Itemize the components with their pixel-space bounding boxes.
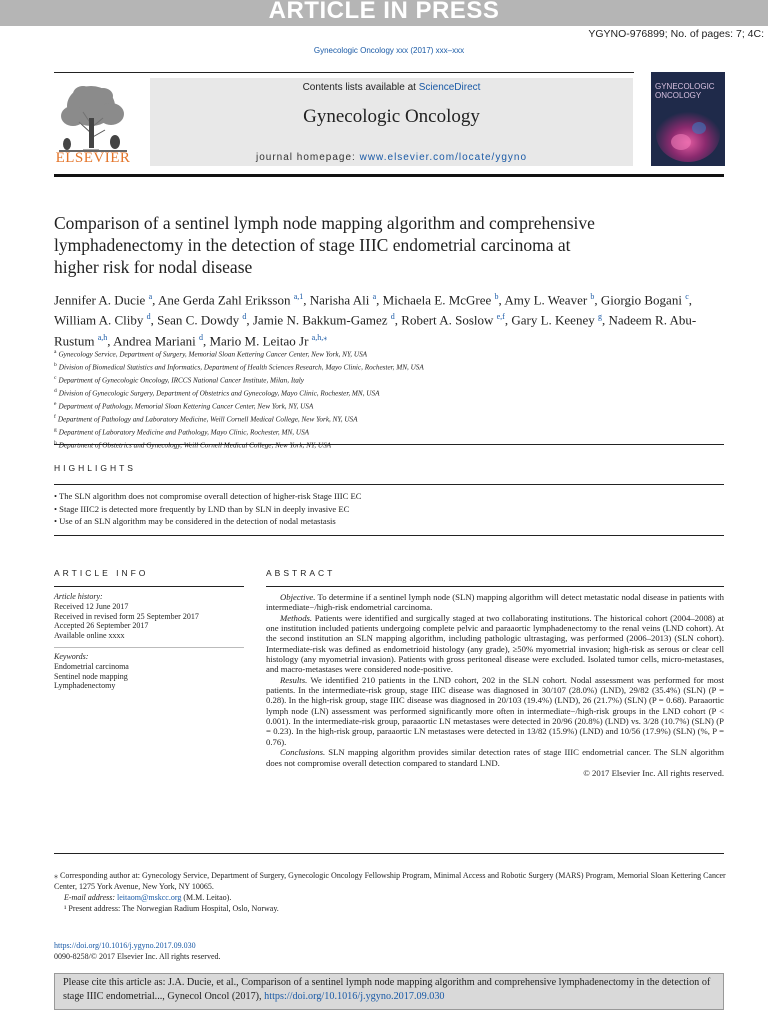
author-affiliation-marker[interactable]: d <box>146 312 151 322</box>
affiliation-key: h <box>54 439 57 446</box>
article-info-inner-rule <box>54 647 244 648</box>
history-received: Received 12 June 2017 <box>54 601 129 611</box>
author-affiliation-marker[interactable]: d <box>242 312 247 322</box>
affiliation-text: Department of Pathology, Memorial Sloan Kettering Cancer Center, New York, NY, USA <box>58 402 314 411</box>
footnotes <box>54 870 734 914</box>
journal-citation-link[interactable] <box>0 46 768 55</box>
highlights-list <box>54 490 734 528</box>
author-name[interactable]: Sean C. Dowdy <box>157 312 240 328</box>
keyword: Sentinel node mapping <box>54 671 128 681</box>
affiliation-key: f <box>54 413 56 420</box>
keywords-label: Keywords: <box>54 651 89 661</box>
objective-label: Objective. <box>280 592 316 602</box>
affiliation-key: c <box>54 374 57 381</box>
affiliation-text: Division of Gynecologic Surgery, Department of Obstetrics and Gynecology, Mayo Clinic, Rochester, MN, USA <box>58 389 380 398</box>
affiliations-divider <box>54 444 724 445</box>
article-info-rule <box>54 586 244 587</box>
author-name[interactable]: Narisha Ali <box>309 292 370 308</box>
methods-text: Patients were identified and surgically staged at two collaborating institutions. The historical cohort (2004–2008) at one institution included patients undergoing complete pelvic and paraaortic lymphadenectomy to the renal veins (LND cohort). At the second institution an SLN mapping algorithm, including pathologic ultrastaging, was performed (2006–2013) (SLN cohort). Intermediate-risk was defined as endometrioid histology (any grade), ≥50% myometrial invasion; high-risk as serous or clear cell histology (any myometrial invasion). Patients with gross peritoneal disease were excluded. Isolated tumor cells, micro-metastases, and macro-metastases were considered node-positive. <box>266 612 724 675</box>
author-name[interactable]: Robert A. Soslow <box>401 312 494 328</box>
author-affiliation-marker[interactable]: e,f <box>496 312 505 322</box>
citation-box <box>54 973 724 1010</box>
author-name[interactable]: Andrea Mariani <box>113 332 196 348</box>
objective-text: To determine if a sentinel lymph node (SLN) mapping algorithm will detect metastatic nodal disease in patients with intermediate−/high-risk endometrial carcinoma. <box>266 592 724 613</box>
affiliation-item <box>54 373 744 386</box>
affiliation-list <box>54 347 744 451</box>
email-link[interactable]: leitaom@mskcc.org <box>117 893 182 902</box>
highlight-item: • Stage IIIC2 is detected more frequently by LND than by SLN in deeply invasive EC <box>54 503 734 516</box>
abstract-rule <box>266 586 724 587</box>
highlights-top-rule <box>54 484 724 485</box>
citation-doi-link[interactable]: https://doi.org/10.1016/j.ygyno.2017.09.030 <box>264 991 445 1002</box>
author-name[interactable]: Gary L. Keeney <box>511 312 595 328</box>
contents-available <box>150 82 633 93</box>
abstract-objective <box>266 592 724 613</box>
journal-homepage <box>150 152 633 163</box>
doi-block <box>54 940 454 962</box>
article-in-press-banner <box>0 0 768 26</box>
author-affiliation-marker[interactable]: c <box>685 292 689 301</box>
abstract-results <box>266 675 724 747</box>
author-affiliation-marker[interactable]: g <box>597 312 602 322</box>
cover-title-line-2: ONCOLOGY <box>655 91 702 100</box>
author-name[interactable]: Ane Gerda Zahl Eriksson <box>157 292 291 308</box>
author-name[interactable]: Jamie N. Bakkum-Gamez <box>252 312 388 328</box>
abstract-bottom-rule <box>54 853 724 854</box>
affiliation-key: b <box>54 361 57 368</box>
present-address-note: ¹ Present address: The Norwegian Radium Hospital, Oslo, Norway. <box>64 904 279 913</box>
cover-title-line-1: GYNECOLOGIC <box>655 82 715 91</box>
conclusions-text: SLN mapping algorithm provides similar detection rates of stage IIIC endometrial cancer. The SLN algorithm does not compromise overall detection compared to standard LND. <box>266 747 724 768</box>
sciencedirect-link[interactable]: ScienceDirect <box>418 82 481 93</box>
keyword: Endometrial carcinoma <box>54 661 129 671</box>
highlight-item: • The SLN algorithm does not compromise overall detection of higher-risk Stage IIIC EC <box>54 490 734 503</box>
history-revised: Received in revised form 25 September 2017 <box>54 611 199 621</box>
history-label: Article history: <box>54 592 103 601</box>
abstract-methods <box>266 613 724 675</box>
journal-masthead <box>150 78 633 166</box>
corresponding-author-note: ⁎ Corresponding author at: Gynecology Service, Department of Surgery, Gynecologic Oncology Fellowship Program, Minimal Access and Robotic Surgery (MARS) Program, Memorial Sloan Kettering Cancer Center, 1275 York Avenue, New York, NY 10065. <box>54 871 726 891</box>
history-online: Available online xxxx <box>54 631 125 641</box>
author-name[interactable]: Michaela E. McGree <box>382 292 492 308</box>
affiliation-item <box>54 360 744 373</box>
affiliation-text: Department of Pathology and Laboratory Medicine, Weill Cornell Medical College, New York, NY, USA <box>57 415 358 424</box>
journal-citation-anchor[interactable]: Gynecologic Oncology xxx (2017) xxx–xxx <box>313 46 465 55</box>
manuscript-reference: YGYNO-976899; No. of pages: 7; 4C: <box>588 28 764 40</box>
author-affiliation-marker[interactable]: a,h,⁎ <box>311 332 328 342</box>
affiliation-item <box>54 386 744 399</box>
author-affiliation-marker[interactable]: a <box>372 292 377 301</box>
affiliation-key: e <box>54 400 57 407</box>
article-in-press-label: ARTICLE IN PRESS <box>268 0 500 24</box>
affiliation-text: Department of Obstetrics and Gynecology, Weill Cornell Medical College, New York, NY, USA <box>58 441 332 450</box>
abstract-conclusions <box>266 747 724 768</box>
author-affiliation-marker[interactable]: d <box>390 312 395 322</box>
email-note <box>54 892 734 903</box>
affiliation-item <box>54 412 744 425</box>
methods-label: Methods. <box>280 612 313 623</box>
homepage-link[interactable]: www.elsevier.com/locate/ygyno <box>359 152 528 163</box>
author-list: Jennifer A. Ducie $^a$, Ane Gerda Zahl Eriksson $^{a,1}$, Narisha Ali $^a$, Michaela E. McGree $^b$, Amy L. Weaver $^b$, Giorgio Bogani $^c$, William A. Cliby $^d$, Sean C. Dowdy $^d$, Jamie N. Bakkum-Gamez $^d$, Robert A. Soslow $^{e,f}$, Gary L. Keeney $^g$, Nadeem R. Abu-Rustum $^{a,h}$, Andrea Mariani $^d$, Mario M. Leitao Jr $^{a,h,⁎}$ <box>54 292 697 348</box>
article-info-heading: ARTICLE INFO <box>54 568 149 578</box>
keyword: Lymphadenectomy <box>54 681 116 691</box>
abstract-heading: ABSTRACT <box>266 568 336 578</box>
highlights-heading: HIGHLIGHTS <box>54 463 136 473</box>
abstract-body <box>266 592 724 778</box>
author-affiliation-marker[interactable]: b <box>494 292 499 301</box>
author-name[interactable]: Giorgio Bogani <box>600 292 682 308</box>
journal-title: Gynecologic Oncology <box>303 106 480 127</box>
affiliation-key: a <box>54 349 57 355</box>
affiliation-key: d <box>54 387 57 394</box>
masthead-bottom-rule <box>54 174 724 177</box>
author-name[interactable]: William A. Cliby <box>54 312 144 328</box>
article-title: Comparison of a sentinel lymph node mapping algorithm and comprehensive lymphadenectomy in the detection of stage IIIC endometrial carcinoma at higher risk for nodal disease <box>54 213 595 277</box>
conclusions-label: Conclusions. <box>280 747 326 758</box>
abstract-copyright: © 2017 Elsevier Inc. All rights reserved. <box>583 767 724 778</box>
author-affiliation-marker[interactable]: a,h <box>97 332 108 342</box>
history-accepted: Accepted 26 September 2017 <box>54 621 149 631</box>
highlight-item: • Use of an SLN algorithm may be considered in the detection of nodal metastasis <box>54 515 734 528</box>
elsevier-wordmark: ELSEVIER <box>55 150 131 166</box>
affiliation-item <box>54 347 744 360</box>
affiliation-key: g <box>54 426 57 433</box>
affiliation-text: Gynecology Service, Department of Surgery, Memorial Sloan Kettering Cancer Center, New York, NY, USA <box>58 350 368 359</box>
journal-cover-image <box>651 72 725 166</box>
email-label: E-mail address: <box>64 893 116 902</box>
email-suffix: (M.M. Leitao). <box>181 893 232 902</box>
author-name[interactable]: Jennifer A. Ducie <box>54 292 146 308</box>
author-affiliation-marker[interactable]: d <box>199 332 203 342</box>
highlights-bottom-rule <box>54 535 724 536</box>
masthead-top-rule <box>54 72 634 73</box>
affiliation-text: Division of Biomedical Statistics and Informatics, Department of Health Sciences Research, Mayo Clinic, Rochester, MN, USA <box>58 363 424 372</box>
author-name[interactable]: Amy L. Weaver <box>504 292 588 308</box>
affiliation-text: Department of Laboratory Medicine and Pathology, Mayo Clinic, Rochester, MN, USA <box>58 428 310 437</box>
author-affiliation-marker[interactable]: b <box>590 292 595 301</box>
citation-text: Please cite this article as: J.A. Ducie, et al., Comparison of a sentinel lymph node mapping algorithm and comprehensive lymphadenectomy in the detection of stage IIIC endometrial..., Gynecol Oncol (2017), <box>63 977 711 1002</box>
author-name[interactable]: Nadeem R. Abu-Rustum <box>54 312 697 348</box>
results-label: Results. <box>280 674 308 685</box>
affiliation-text: Department of Gynecologic Oncology, IRCCS National Cancer Institute, Milan, Italy <box>58 376 304 385</box>
results-text: We identified 210 patients in the LND cohort, 202 in the SLN cohort. Nodal assessment was performed for most patients. In the intermediate-risk group, stage IIIC disease was diagnosed in 30/107 (28.0%) (LND), 29/82 (35.4%) (SLN) (P = 0.28). In the high-risk group, stage IIIC disease was diagnosed in 20/103 (19.4%) (LND), 26 (21.7%) (SLN) (P = 0.68). Paraaortic lymph node (LN) assessment was performed significantly more often in intermediate−/high-risk groups in the LND cohort (P < 0.001). In the intermediate-risk group, paraaortic LN metastases were detected in 20/96 (20.8%) (LND) vs. 3/28 (10.7%) (SLN) (P = 0.23). In the high-risk group, paraaortic LN metastases were detected in 13/82 (15.9%) (LND) and 10/56 (17.9%) (SLN) (%, P = 0.76). <box>266 674 724 747</box>
article-info-panel <box>54 592 244 691</box>
issn-line: 0090-8258/© 2017 Elsevier Inc. All rights reserved. <box>54 952 221 961</box>
homepage-prefix: journal homepage: <box>255 152 360 163</box>
author-name[interactable]: Mario M. Leitao Jr <box>209 332 309 348</box>
author-affiliation-marker[interactable]: a,1 <box>293 292 304 301</box>
author-affiliation-marker[interactable]: a <box>148 292 153 301</box>
contents-prefix: Contents lists available at <box>302 82 419 93</box>
affiliation-item <box>54 425 744 438</box>
affiliation-item <box>54 399 744 412</box>
doi-link[interactable]: https://doi.org/10.1016/j.ygyno.2017.09.030 <box>54 941 196 950</box>
